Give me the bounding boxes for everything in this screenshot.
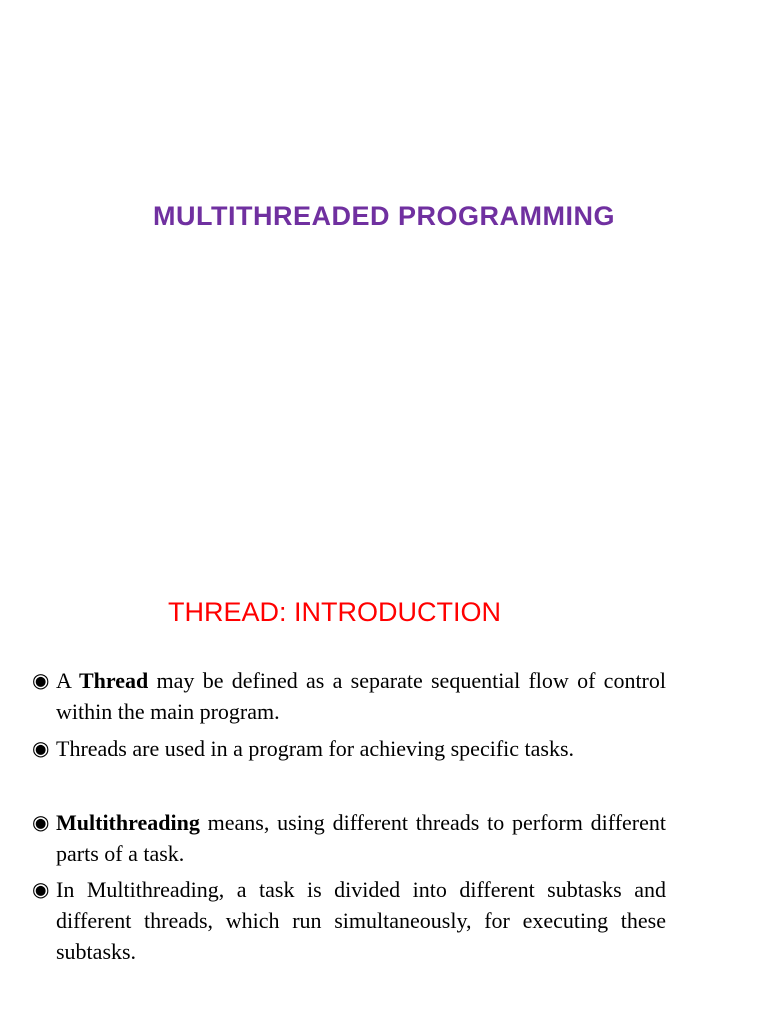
section-heading: THREAD: INTRODUCTION: [168, 597, 501, 627]
bullet-text: [56, 733, 666, 764]
slide-title: MULTITHREADED PROGRAMMING: [153, 201, 615, 231]
bullet-bold-term: Multithreading: [56, 810, 200, 835]
radio-bullet-icon: ◉: [32, 877, 50, 901]
bullet-item-thread-definition: [32, 665, 666, 727]
bullet-item-multithreading-subtasks: [32, 874, 666, 967]
bullet-text: [56, 807, 666, 869]
bullet-item-thread-usage: [32, 733, 666, 764]
bullet-text: [56, 665, 666, 727]
bullet-prefix: A: [56, 668, 79, 693]
bullet-text: [56, 874, 666, 967]
radio-bullet-icon: ◉: [32, 736, 50, 760]
radio-bullet-icon: ◉: [32, 668, 50, 692]
bullet-body: In Multithreading, a task is divided into different subtasks and different threads, which run simultaneously, for executing these subtasks.: [56, 877, 666, 964]
bullet-body: may be defined as a separate sequential flow of control within the main program.: [56, 668, 666, 724]
radio-bullet-icon: ◉: [32, 810, 50, 834]
bullet-body: means, using different threads to perform different parts of a task.: [56, 810, 666, 866]
bullet-item-multithreading-definition: [32, 807, 666, 869]
bullet-bold-term: Thread: [78, 668, 149, 693]
bullet-body: Threads are used in a program for achieving specific tasks.: [56, 736, 575, 761]
